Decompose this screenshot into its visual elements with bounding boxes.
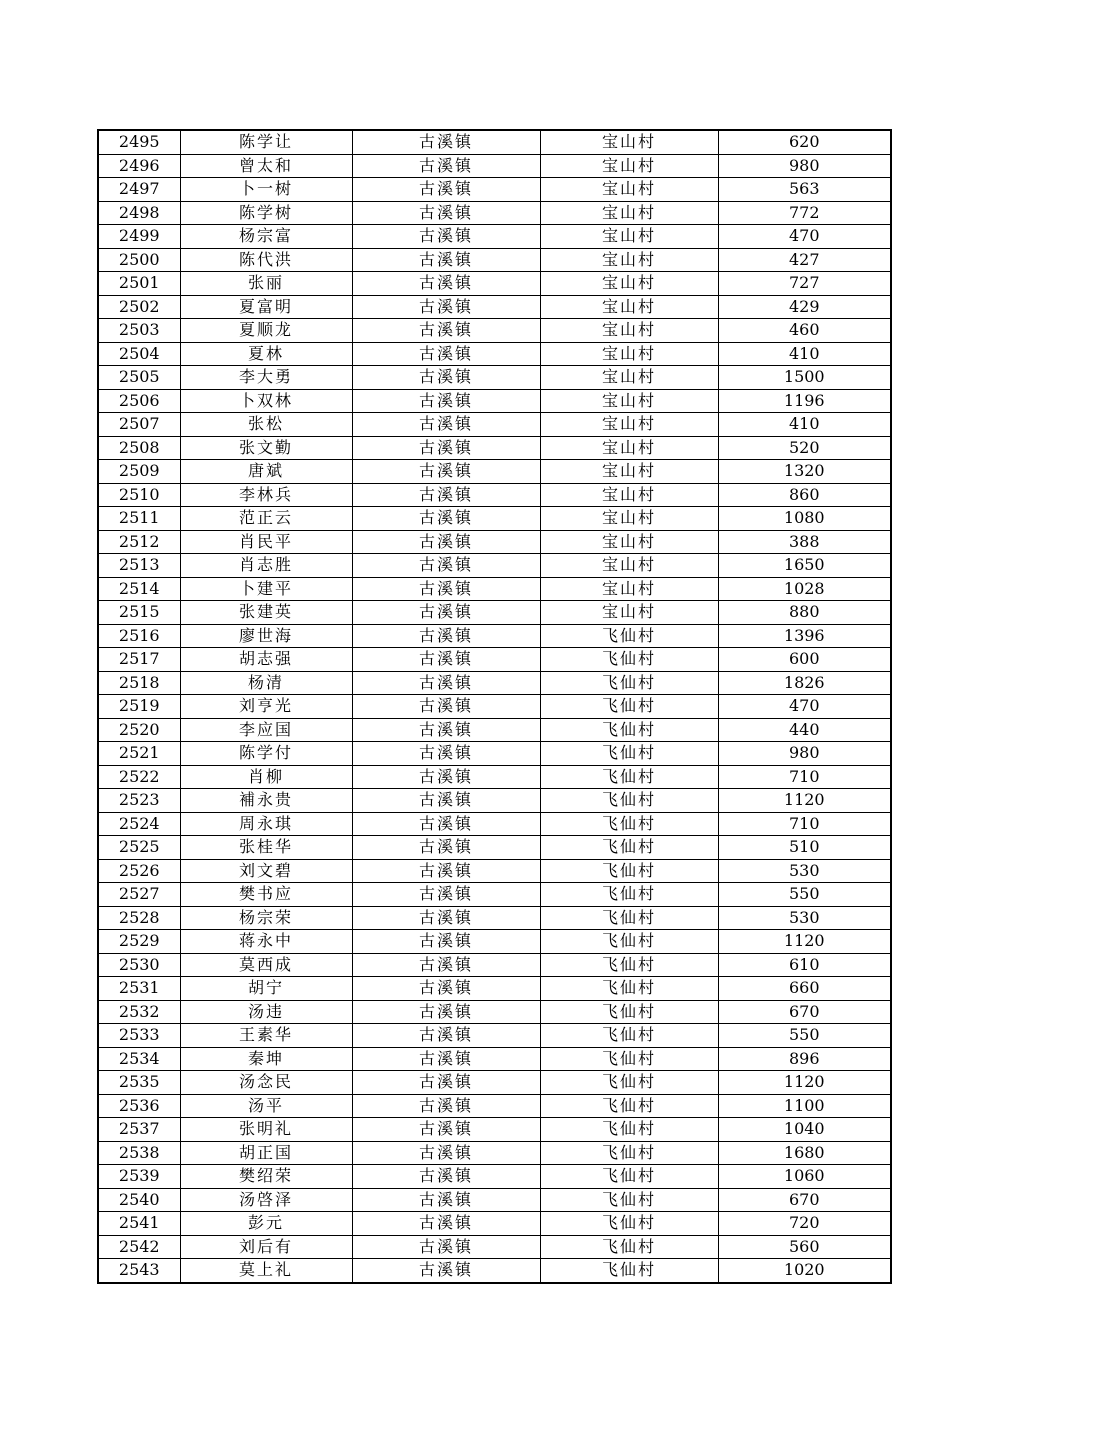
- person-name-cell: 樊书应: [180, 883, 352, 907]
- table-row: [98, 1024, 891, 1048]
- table-row: [98, 436, 891, 460]
- person-name-cell: 樊绍荣: [180, 1165, 352, 1189]
- table-row: [98, 178, 891, 202]
- town-cell: 古溪镇: [352, 742, 540, 766]
- amount-cell: 1196: [718, 389, 891, 413]
- town-cell: 古溪镇: [352, 201, 540, 225]
- town-cell: 古溪镇: [352, 319, 540, 343]
- record-id-cell: 2535: [98, 1071, 180, 1095]
- record-id-cell: 2517: [98, 648, 180, 672]
- amount-cell: 1320: [718, 460, 891, 484]
- record-id-cell: 2501: [98, 272, 180, 296]
- record-id-cell: 2498: [98, 201, 180, 225]
- amount-cell: 880: [718, 601, 891, 625]
- person-name-cell: 唐斌: [180, 460, 352, 484]
- amount-cell: 1680: [718, 1141, 891, 1165]
- table-row: [98, 1259, 891, 1283]
- amount-cell: 1120: [718, 1071, 891, 1095]
- town-cell: 古溪镇: [352, 695, 540, 719]
- town-cell: 古溪镇: [352, 812, 540, 836]
- amount-cell: 660: [718, 977, 891, 1001]
- table-row: [98, 201, 891, 225]
- table-row: [98, 648, 891, 672]
- record-id-cell: 2506: [98, 389, 180, 413]
- amount-cell: 710: [718, 812, 891, 836]
- town-cell: 古溪镇: [352, 1118, 540, 1142]
- village-cell: 飞仙村: [540, 1165, 718, 1189]
- person-name-cell: 蒋永中: [180, 930, 352, 954]
- amount-cell: 1060: [718, 1165, 891, 1189]
- person-name-cell: 肖柳: [180, 765, 352, 789]
- table-row: [98, 742, 891, 766]
- person-name-cell: 廖世海: [180, 624, 352, 648]
- table-row: [98, 789, 891, 813]
- town-cell: 古溪镇: [352, 1212, 540, 1236]
- amount-cell: 563: [718, 178, 891, 202]
- person-name-cell: 胡宁: [180, 977, 352, 1001]
- person-name-cell: 刘后有: [180, 1235, 352, 1259]
- record-id-cell: 2526: [98, 859, 180, 883]
- record-id-cell: 2532: [98, 1000, 180, 1024]
- town-cell: 古溪镇: [352, 413, 540, 437]
- village-cell: 飞仙村: [540, 742, 718, 766]
- table-row: [98, 295, 891, 319]
- records-table-body: [98, 130, 891, 1283]
- town-cell: 古溪镇: [352, 977, 540, 1001]
- amount-cell: 1120: [718, 789, 891, 813]
- amount-cell: 1650: [718, 554, 891, 578]
- village-cell: 飞仙村: [540, 648, 718, 672]
- table-row: [98, 1141, 891, 1165]
- person-name-cell: 汤啓泽: [180, 1188, 352, 1212]
- amount-cell: 1020: [718, 1259, 891, 1283]
- town-cell: 古溪镇: [352, 765, 540, 789]
- record-id-cell: 2502: [98, 295, 180, 319]
- record-id-cell: 2514: [98, 577, 180, 601]
- record-id-cell: 2536: [98, 1094, 180, 1118]
- amount-cell: 470: [718, 695, 891, 719]
- town-cell: 古溪镇: [352, 554, 540, 578]
- person-name-cell: 王素华: [180, 1024, 352, 1048]
- town-cell: 古溪镇: [352, 1071, 540, 1095]
- amount-cell: 560: [718, 1235, 891, 1259]
- village-cell: 宝山村: [540, 154, 718, 178]
- town-cell: 古溪镇: [352, 577, 540, 601]
- record-id-cell: 2529: [98, 930, 180, 954]
- town-cell: 古溪镇: [352, 130, 540, 154]
- table-row: [98, 1235, 891, 1259]
- table-row: [98, 624, 891, 648]
- table-row: [98, 1188, 891, 1212]
- amount-cell: 440: [718, 718, 891, 742]
- town-cell: 古溪镇: [352, 624, 540, 648]
- town-cell: 古溪镇: [352, 1165, 540, 1189]
- village-cell: 飞仙村: [540, 836, 718, 860]
- village-cell: 飞仙村: [540, 624, 718, 648]
- person-name-cell: 张明礼: [180, 1118, 352, 1142]
- town-cell: 古溪镇: [352, 1259, 540, 1283]
- table-row: [98, 859, 891, 883]
- village-cell: 飞仙村: [540, 765, 718, 789]
- person-name-cell: 张松: [180, 413, 352, 437]
- table-row: [98, 1165, 891, 1189]
- village-cell: 飞仙村: [540, 1141, 718, 1165]
- town-cell: 古溪镇: [352, 225, 540, 249]
- village-cell: 宝山村: [540, 248, 718, 272]
- village-cell: 飞仙村: [540, 695, 718, 719]
- town-cell: 古溪镇: [352, 1188, 540, 1212]
- village-cell: 宝山村: [540, 319, 718, 343]
- person-name-cell: 汤违: [180, 1000, 352, 1024]
- record-id-cell: 2499: [98, 225, 180, 249]
- town-cell: 古溪镇: [352, 154, 540, 178]
- amount-cell: 470: [718, 225, 891, 249]
- town-cell: 古溪镇: [352, 883, 540, 907]
- record-id-cell: 2507: [98, 413, 180, 437]
- person-name-cell: 张桂华: [180, 836, 352, 860]
- person-name-cell: 莫上礼: [180, 1259, 352, 1283]
- amount-cell: 710: [718, 765, 891, 789]
- person-name-cell: 张文勤: [180, 436, 352, 460]
- amount-cell: 670: [718, 1188, 891, 1212]
- table-row: [98, 225, 891, 249]
- person-name-cell: 陈学付: [180, 742, 352, 766]
- village-cell: 飞仙村: [540, 1188, 718, 1212]
- table-row: [98, 577, 891, 601]
- town-cell: 古溪镇: [352, 953, 540, 977]
- amount-cell: 772: [718, 201, 891, 225]
- amount-cell: 520: [718, 436, 891, 460]
- person-name-cell: 卜双林: [180, 389, 352, 413]
- amount-cell: 550: [718, 883, 891, 907]
- person-name-cell: 莫西成: [180, 953, 352, 977]
- record-id-cell: 2513: [98, 554, 180, 578]
- town-cell: 古溪镇: [352, 248, 540, 272]
- village-cell: 飞仙村: [540, 1212, 718, 1236]
- person-name-cell: 张丽: [180, 272, 352, 296]
- person-name-cell: 杨宗荣: [180, 906, 352, 930]
- amount-cell: 460: [718, 319, 891, 343]
- town-cell: 古溪镇: [352, 1235, 540, 1259]
- village-cell: 宝山村: [540, 483, 718, 507]
- village-cell: 宝山村: [540, 130, 718, 154]
- person-name-cell: 李大勇: [180, 366, 352, 390]
- person-name-cell: 杨宗富: [180, 225, 352, 249]
- table-row: [98, 836, 891, 860]
- table-row: [98, 154, 891, 178]
- village-cell: 飞仙村: [540, 1071, 718, 1095]
- amount-cell: 600: [718, 648, 891, 672]
- village-cell: 飞仙村: [540, 812, 718, 836]
- person-name-cell: 陈学树: [180, 201, 352, 225]
- village-cell: 飞仙村: [540, 1094, 718, 1118]
- person-name-cell: 周永琪: [180, 812, 352, 836]
- village-cell: 飞仙村: [540, 859, 718, 883]
- person-name-cell: 夏富明: [180, 295, 352, 319]
- town-cell: 古溪镇: [352, 295, 540, 319]
- town-cell: 古溪镇: [352, 1094, 540, 1118]
- table-row: [98, 1118, 891, 1142]
- amount-cell: 530: [718, 906, 891, 930]
- town-cell: 古溪镇: [352, 859, 540, 883]
- person-name-cell: 汤平: [180, 1094, 352, 1118]
- record-id-cell: 2496: [98, 154, 180, 178]
- person-name-cell: 秦坤: [180, 1047, 352, 1071]
- record-id-cell: 2505: [98, 366, 180, 390]
- record-id-cell: 2538: [98, 1141, 180, 1165]
- person-name-cell: 補永贵: [180, 789, 352, 813]
- village-cell: 飞仙村: [540, 671, 718, 695]
- village-cell: 飞仙村: [540, 953, 718, 977]
- record-id-cell: 2500: [98, 248, 180, 272]
- town-cell: 古溪镇: [352, 1024, 540, 1048]
- town-cell: 古溪镇: [352, 483, 540, 507]
- amount-cell: 620: [718, 130, 891, 154]
- table-row: [98, 812, 891, 836]
- amount-cell: 670: [718, 1000, 891, 1024]
- table-row: [98, 906, 891, 930]
- record-id-cell: 2508: [98, 436, 180, 460]
- town-cell: 古溪镇: [352, 930, 540, 954]
- village-cell: 飞仙村: [540, 1259, 718, 1283]
- person-name-cell: 杨清: [180, 671, 352, 695]
- town-cell: 古溪镇: [352, 436, 540, 460]
- person-name-cell: 陈代洪: [180, 248, 352, 272]
- table-row: [98, 953, 891, 977]
- table-row: [98, 930, 891, 954]
- record-id-cell: 2540: [98, 1188, 180, 1212]
- record-id-cell: 2534: [98, 1047, 180, 1071]
- table-row: [98, 883, 891, 907]
- record-id-cell: 2503: [98, 319, 180, 343]
- person-name-cell: 夏顺龙: [180, 319, 352, 343]
- record-id-cell: 2542: [98, 1235, 180, 1259]
- village-cell: 飞仙村: [540, 906, 718, 930]
- person-name-cell: 胡正国: [180, 1141, 352, 1165]
- village-cell: 宝山村: [540, 272, 718, 296]
- person-name-cell: 曾太和: [180, 154, 352, 178]
- table-row: [98, 460, 891, 484]
- person-name-cell: 胡志强: [180, 648, 352, 672]
- amount-cell: 510: [718, 836, 891, 860]
- record-id-cell: 2511: [98, 507, 180, 531]
- village-cell: 宝山村: [540, 201, 718, 225]
- amount-cell: 427: [718, 248, 891, 272]
- village-cell: 飞仙村: [540, 1235, 718, 1259]
- village-cell: 宝山村: [540, 554, 718, 578]
- village-cell: 宝山村: [540, 366, 718, 390]
- village-cell: 飞仙村: [540, 1047, 718, 1071]
- village-cell: 宝山村: [540, 601, 718, 625]
- village-cell: 宝山村: [540, 413, 718, 437]
- table-row: [98, 389, 891, 413]
- record-id-cell: 2525: [98, 836, 180, 860]
- village-cell: 飞仙村: [540, 718, 718, 742]
- village-cell: 宝山村: [540, 436, 718, 460]
- record-id-cell: 2527: [98, 883, 180, 907]
- record-id-cell: 2521: [98, 742, 180, 766]
- person-name-cell: 夏林: [180, 342, 352, 366]
- amount-cell: 1826: [718, 671, 891, 695]
- table-row: [98, 1071, 891, 1095]
- person-name-cell: 肖志胜: [180, 554, 352, 578]
- person-name-cell: 李应国: [180, 718, 352, 742]
- amount-cell: 530: [718, 859, 891, 883]
- town-cell: 古溪镇: [352, 366, 540, 390]
- town-cell: 古溪镇: [352, 460, 540, 484]
- person-name-cell: 刘亨光: [180, 695, 352, 719]
- village-cell: 宝山村: [540, 178, 718, 202]
- table-row: [98, 366, 891, 390]
- record-id-cell: 2515: [98, 601, 180, 625]
- amount-cell: 410: [718, 413, 891, 437]
- person-name-cell: 卜建平: [180, 577, 352, 601]
- table-row: [98, 695, 891, 719]
- table-row: [98, 507, 891, 531]
- record-id-cell: 2530: [98, 953, 180, 977]
- person-name-cell: 范正云: [180, 507, 352, 531]
- town-cell: 古溪镇: [352, 836, 540, 860]
- table-row: [98, 530, 891, 554]
- village-cell: 飞仙村: [540, 1024, 718, 1048]
- table-row: [98, 554, 891, 578]
- amount-cell: 1040: [718, 1118, 891, 1142]
- record-id-cell: 2539: [98, 1165, 180, 1189]
- person-name-cell: 张建英: [180, 601, 352, 625]
- record-id-cell: 2512: [98, 530, 180, 554]
- records-table: [97, 129, 892, 1284]
- amount-cell: 727: [718, 272, 891, 296]
- record-id-cell: 2522: [98, 765, 180, 789]
- amount-cell: 980: [718, 742, 891, 766]
- person-name-cell: 刘文碧: [180, 859, 352, 883]
- town-cell: 古溪镇: [352, 272, 540, 296]
- town-cell: 古溪镇: [352, 178, 540, 202]
- amount-cell: 1080: [718, 507, 891, 531]
- table-row: [98, 718, 891, 742]
- table-row: [98, 601, 891, 625]
- amount-cell: 410: [718, 342, 891, 366]
- table-row: [98, 671, 891, 695]
- table-row: [98, 130, 891, 154]
- village-cell: 飞仙村: [540, 1118, 718, 1142]
- village-cell: 宝山村: [540, 530, 718, 554]
- record-id-cell: 2497: [98, 178, 180, 202]
- person-name-cell: 彭元: [180, 1212, 352, 1236]
- amount-cell: 860: [718, 483, 891, 507]
- table-row: [98, 1212, 891, 1236]
- record-id-cell: 2533: [98, 1024, 180, 1048]
- record-id-cell: 2509: [98, 460, 180, 484]
- record-id-cell: 2541: [98, 1212, 180, 1236]
- town-cell: 古溪镇: [352, 389, 540, 413]
- village-cell: 宝山村: [540, 460, 718, 484]
- amount-cell: 550: [718, 1024, 891, 1048]
- record-id-cell: 2520: [98, 718, 180, 742]
- table-row: [98, 342, 891, 366]
- record-id-cell: 2510: [98, 483, 180, 507]
- amount-cell: 1396: [718, 624, 891, 648]
- table-row: [98, 248, 891, 272]
- village-cell: 飞仙村: [540, 883, 718, 907]
- record-id-cell: 2524: [98, 812, 180, 836]
- table-row: [98, 319, 891, 343]
- amount-cell: 896: [718, 1047, 891, 1071]
- amount-cell: 980: [718, 154, 891, 178]
- village-cell: 宝山村: [540, 507, 718, 531]
- village-cell: 宝山村: [540, 577, 718, 601]
- person-name-cell: 汤念民: [180, 1071, 352, 1095]
- table-row: [98, 272, 891, 296]
- village-cell: 飞仙村: [540, 1000, 718, 1024]
- record-id-cell: 2504: [98, 342, 180, 366]
- table-row: [98, 413, 891, 437]
- amount-cell: 610: [718, 953, 891, 977]
- table-row: [98, 1094, 891, 1118]
- village-cell: 宝山村: [540, 389, 718, 413]
- town-cell: 古溪镇: [352, 342, 540, 366]
- town-cell: 古溪镇: [352, 1047, 540, 1071]
- record-id-cell: 2519: [98, 695, 180, 719]
- town-cell: 古溪镇: [352, 671, 540, 695]
- town-cell: 古溪镇: [352, 530, 540, 554]
- town-cell: 古溪镇: [352, 601, 540, 625]
- record-id-cell: 2531: [98, 977, 180, 1001]
- village-cell: 飞仙村: [540, 930, 718, 954]
- amount-cell: 720: [718, 1212, 891, 1236]
- person-name-cell: 李林兵: [180, 483, 352, 507]
- village-cell: 宝山村: [540, 342, 718, 366]
- record-id-cell: 2516: [98, 624, 180, 648]
- amount-cell: 1120: [718, 930, 891, 954]
- record-id-cell: 2523: [98, 789, 180, 813]
- town-cell: 古溪镇: [352, 648, 540, 672]
- town-cell: 古溪镇: [352, 1141, 540, 1165]
- town-cell: 古溪镇: [352, 718, 540, 742]
- table-row: [98, 1000, 891, 1024]
- table-row: [98, 977, 891, 1001]
- person-name-cell: 陈学让: [180, 130, 352, 154]
- amount-cell: 1100: [718, 1094, 891, 1118]
- town-cell: 古溪镇: [352, 507, 540, 531]
- amount-cell: 388: [718, 530, 891, 554]
- person-name-cell: 肖民平: [180, 530, 352, 554]
- person-name-cell: 卜一树: [180, 178, 352, 202]
- table-row: [98, 765, 891, 789]
- town-cell: 古溪镇: [352, 789, 540, 813]
- village-cell: 飞仙村: [540, 789, 718, 813]
- record-id-cell: 2518: [98, 671, 180, 695]
- record-id-cell: 2543: [98, 1259, 180, 1283]
- record-id-cell: 2528: [98, 906, 180, 930]
- village-cell: 宝山村: [540, 295, 718, 319]
- town-cell: 古溪镇: [352, 906, 540, 930]
- record-id-cell: 2537: [98, 1118, 180, 1142]
- town-cell: 古溪镇: [352, 1000, 540, 1024]
- village-cell: 宝山村: [540, 225, 718, 249]
- table-row: [98, 483, 891, 507]
- amount-cell: 1500: [718, 366, 891, 390]
- table-row: [98, 1047, 891, 1071]
- village-cell: 飞仙村: [540, 977, 718, 1001]
- record-id-cell: 2495: [98, 130, 180, 154]
- amount-cell: 1028: [718, 577, 891, 601]
- amount-cell: 429: [718, 295, 891, 319]
